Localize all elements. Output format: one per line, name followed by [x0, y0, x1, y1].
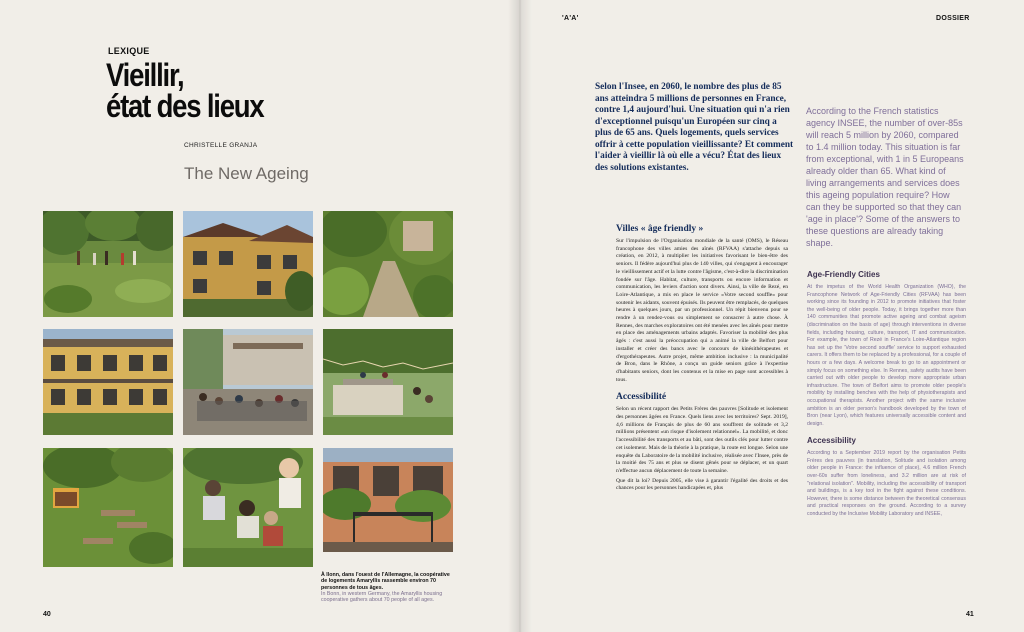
photo-yellow-houses [183, 211, 313, 317]
english-heading-age-friendly: Age-Friendly Cities [807, 270, 880, 279]
photo-garden-path [323, 211, 453, 317]
running-header-left: 'A'A' [562, 15, 579, 22]
caption-english: In Bonn, in western Germany, the Amaryllis housing cooperative gathers about 70 people of all ages. [321, 590, 443, 604]
photo-courtyard-party [323, 329, 453, 435]
spread-gutter [508, 0, 532, 632]
french-paragraph-2: Selon un récent rapport des Petits Frères des pauvres [Solitude et isolement des personnes âgées en France. Quels liens avec les territoires? Sept. 2019], 4,6 millions de Français de plus de 60 ans souffrent de solitude et 3,2 millions présentent «un risque d'isolement relationnel». La mobilité, et donc l'accessibilité des transports et au bâti, sont des outils clés pour lutter contre cet isolement. Mais de la théorie à la pratique, la route est longue. Selon une enquête du Laboratoire de la mobilité inclusive, réalisée avec l'Insee, près de la moitié des 75 ans et plus se disent gênés pour se déplacer, et un quart n'effectue aucun déplacement de toute la semaine. [616, 406, 788, 474]
photo-yellow-building [43, 329, 173, 435]
lede-french: Selon l'Insee, en 2060, le nombre des plus de 85 ans atteindra 5 millions de personnes en France, contre 1,4 aujourd'hui. Une situation qui n'a rien d'exceptionnel puisqu'un Européen sur cinq a plus de 65 ans. Quels logements, quels services offrir à cette population vieillissante? Et comment l'aider à vieillir là où elle a vécu? État des lieux des solutions existantes. [595, 82, 794, 173]
photo-facade-balconies [323, 448, 453, 552]
photo-caption [321, 572, 456, 603]
french-heading-accessibility: Accessibilité [616, 392, 667, 403]
running-header-section: DOSSIER [936, 15, 970, 22]
photo-grid [43, 211, 453, 567]
english-heading-accessibility: Accessibility [807, 436, 856, 446]
french-body-column [616, 224, 788, 493]
french-paragraph-1: Sur l'impulsion de l'Organisation mondiale de la santé (OMS), le Réseau francophone des villes amies des aînés (RFVAA) s'attache depuis sa création, en 2012, à multiplier les initiatives favorisant le bien-être des seniors. Il fédère aujourd'hui plus de 140 villes, qui s'engagent à encourager le vieillissement actif et la lutte contre l'âgisme, c'est-à-dire la discrimination fondée sur l'âge. Habitat, culture, transports ou encore information et communication, les leviers d'action sont divers. Ainsi, la ville de Rezé, en Loire-Atlantique, a mis en place le service «Votre second souffle» pour soutenir les aidants, souvent épuisés. Ils peuvent être remplacés, de quelques heures à quelques jours, par un professionnel. Un répit bienvenu pour se rendre à un rendez-vous ou simplement se consacrer à autre chose. À Rennes, des marches exploratoires ont été menées avec les aînés pour mettre en place des aménagements urbains adaptés. Favoriser la mobilité des plus âgés : c'est aussi la préoccupation qui a animé la ville de Belfort pour installer et créer des bancs avec le concours de kinésithérapeutes et d'ergothérapeutes. Autre projet, même ambition inclusive : la municipalité de Bron, dans le Rhône, a conçu un guide seniors grâce à l'expertise d'habitants seniors, dont les contenus et la mise en page sont accessibles à tous. [616, 238, 788, 383]
caption-french: À Ilonn, dans l'ouest de l'Allemagne, la coopérative de logements Amaryllis rassemble environ 70 personnes de tous âges. [321, 572, 450, 591]
english-body-column [807, 270, 966, 519]
article-title [106, 57, 264, 124]
section-rubric: LEXIQUE [108, 46, 150, 56]
english-paragraph-1: At the impetus of the World Health Organization (WHO), the Francophone Network of Age-Friendly Cities (RFVAA) has been working since its founding in 2012 to promote initiatives that foster the well-being of older people. Today, it brings together more than 140 communities that promote active ageing and combat ageism (discrimination on the basis of age) through interventions in diverse fields, including housing, culture, transport, IT and communication. For example, the town of Rezé in France's Loire-Atlantique region has set up the 'Votre second souffle' service to support exhausted carers. It offers them to be replaced by a professional, for a couple of hours or a few days. A welcome break to go to an appointment or simply focus on something else. In Rennes, safety audits have been carried out with older people to develop more appropriate urban infrastructure. The town of Belfort aims to promote older people's mobility by installing benches with the help of physiotherapists and occupational therapists. Another project with the same inclusive ambition is an older person's handbook developed by the town of Bron (near Lyon), which features universally accessible content and design. [807, 284, 966, 427]
page-number-right: 41 [966, 611, 974, 618]
photo-lawn-picnic [183, 448, 313, 567]
page-number-left: 40 [43, 611, 51, 618]
author-byline: CHRISTELLE GRANJA [184, 142, 258, 149]
english-title: The New Ageing [184, 164, 309, 183]
photo-garden-benches [43, 448, 173, 567]
french-paragraph-3: Que dit la loi? Depuis 2005, elle vise à garantir l'égalité des droits et des chances pour les personnes handicapées et, plus [616, 477, 788, 492]
photo-garden-gathering [43, 211, 173, 317]
english-paragraph-2: According to a September 2019 report by the organisation Petits Frères des pauvres (in translation, Solitude and isolation among older people in France: the influence of place), 4.6 million French over-60s suffer from loneliness, and 3.2 million are at risk of "relational isolation". Mobility, including the accessibility of transport and buildings, is a key tool in the fight against these conditions. However, there is some distance between the theoretical consensus and practical responses on the ground. According to a survey conducted by the Inclusive Mobility Laboratory and INSEE, [807, 450, 966, 518]
title-line-2: état des lieux [106, 88, 264, 124]
title-line-1: Vieillir, [106, 57, 184, 93]
photo-courtyard-crowd [183, 329, 313, 435]
french-heading-age-friendly: Villes « âge friendly » [616, 224, 704, 234]
lede-english: According to the French statistics agency INSEE, the number of over-85s will reach 5 million by 2060, compared to 1.4 million today. This situation is far from exceptional, with 1 in 5 Europeans already older than 65. What kind of living arrangements and services does this ageing population require? How can they be supported so that they can 'age in place'? Some of the answers to these questions are already taking shape. [806, 106, 964, 248]
